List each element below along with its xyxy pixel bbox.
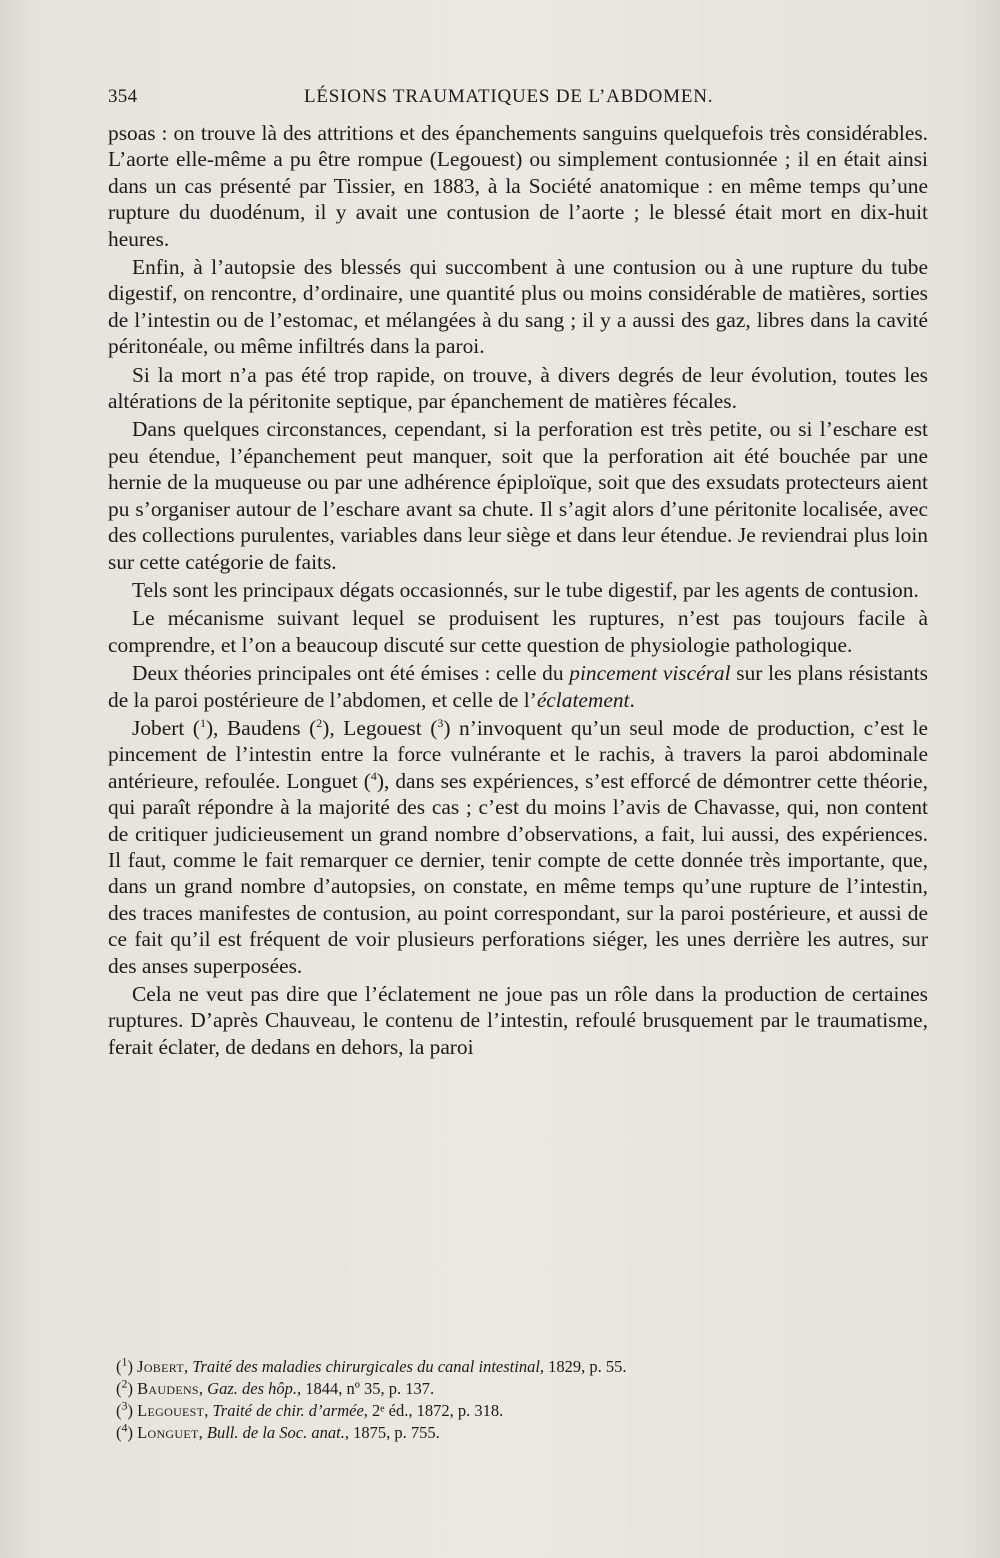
paragraph: [108, 416, 928, 574]
footnote-number: 1: [121, 1354, 128, 1369]
footnote: ($^1$) Jobert, Traité des maladies chirurgicales du canal intestinal, 1829, p. 55.: [116, 1354, 627, 1376]
footnote-ref: 3: [437, 715, 444, 730]
footnote-title: Traité des maladies chirurgicales du canal intestinal: [192, 1357, 540, 1376]
footnote-number: 4: [121, 1420, 128, 1435]
text-run: Tels sont les principaux dégats occasionnés, sur le tube digestif, par les agents de contusion.: [132, 577, 919, 602]
text-run: Enfin, à l’autopsie des blessés qui succombent à une contusion ou à une rupture du tube digestif, on rencontre, d’ordinaire, une quantité plus ou moins considérable de matières, sorties de l’intestin ou de l’estomac, et mélangées à du sang ; il y a aussi des gaz, libres dans la cavité péritonéale, ou même infiltrés dans la paroi.: [108, 255, 928, 359]
text-run: ), Legouest (: [322, 715, 438, 740]
footnote-number: 2: [121, 1376, 128, 1391]
italic-term: pincement viscéral: [569, 661, 731, 686]
body-text: [108, 120, 928, 1060]
footnote-ref: 4: [370, 768, 377, 783]
footnotes: [116, 1356, 876, 1444]
footnote-author: Baudens: [137, 1379, 199, 1398]
running-title: LÉSIONS TRAUMATIQUES DE L’ABDOMEN.: [304, 86, 714, 107]
footnote-number: 3: [121, 1398, 128, 1413]
text-run: psoas : on trouve là des attritions et des épanchements sanguins quelquefois très considérables. L’aorte elle-même a pu être rompue (Legouest) ou simplement contusionnée ; il en était ainsi dans un cas présenté par Tissier, en 1883, à la Société anatomique : en même temps qu’une rupture du duodénum, il y avait une contusion de l’aorte ; le blessé était mort en dix-huit heures.: [108, 121, 928, 251]
text-run: .: [629, 687, 635, 712]
footnote-title: Traité de chir. d’armée: [212, 1401, 364, 1420]
footnote: ($^4$) Longuet, Bull. de la Soc. anat., 1875, p. 755.: [116, 1420, 440, 1442]
footnote-title: Gaz. des hôp.: [207, 1379, 297, 1398]
footnote-author: Longuet: [137, 1423, 199, 1442]
footnote-details: , 2ᵉ éd., 1872, p. 318.: [363, 1401, 504, 1420]
footnote-author: Legouest: [137, 1401, 205, 1420]
paragraph: [108, 981, 928, 1060]
italic-term: éclatement: [536, 687, 630, 712]
paragraph: [108, 254, 928, 360]
paragraph: [108, 660, 928, 713]
footnote-title: Bull. de la Soc. anat.: [206, 1423, 345, 1442]
text-run: Deux théories principales ont été émises : celle du: [132, 661, 570, 686]
footnote: ($^3$) Legouest, Traité de chir. d’armée, 2ᵉ éd., 1872, p. 318.: [116, 1398, 504, 1420]
footnote: ($^2$) Baudens, Gaz. des hôp., 1844, nº 35, p. 137.: [116, 1376, 435, 1398]
paragraph: [108, 605, 928, 658]
running-head: [108, 86, 928, 116]
text-run: Si la mort n’a pas été trop rapide, on trouve, à divers degrés de leur évolution, toutes les altérations de la péritonite septique, par épanchement de matières fécales.: [108, 362, 928, 414]
text-run: Le mécanisme suivant lequel se produisent les ruptures, n’est pas toujours facile à comprendre, et l’on a beaucoup discuté sur cette question de physiologie pathologique.: [108, 606, 928, 657]
footnote-details: , 1844, nº 35, p. 137.: [297, 1379, 435, 1398]
paragraph: [108, 120, 928, 252]
footnote-details: , 1829, p. 55.: [539, 1357, 627, 1376]
paragraph: [108, 362, 928, 415]
text-run: ), dans ses expériences, s’est efforcé de démontrer cette théorie, qui paraît répondre à la majorité des cas ; c’est du moins l’avis de Chavasse, qui, non content de critiquer judicieusement un grand nombre d’observations, a fait, lui aussi, des expériences. Il faut, comme le fait remarquer ce dernier, tenir compte de cette donnée très importante, que, dans un grand nombre d’autopsies, on constate, en même temps qu’une rupture de l’intestin, des traces manifestes de contusion, au point correspondant, sur la paroi postérieure, et aussi de ce fait qu’il est fréquent de voir plusieurs perforations siéger, les unes derrière les autres, sur des anses superposées.: [108, 768, 928, 978]
footnote-ref: 1: [199, 715, 206, 730]
footnote-details: , 1875, p. 755.: [344, 1423, 440, 1442]
text-run: Jobert (: [132, 715, 200, 740]
text-run: ), Baudens (: [205, 715, 317, 740]
footnote-ref: 2: [316, 715, 323, 730]
footnote-author: Jobert: [137, 1357, 184, 1376]
paragraph: [108, 577, 928, 603]
text-run: Cela ne veut pas dire que l’éclatement ne joue pas un rôle dans la production de certaines ruptures. D’après Chauveau, le contenu de l’intestin, refoulé brusquement par le traumatisme, ferait éclater, de dedans en dehors, la paroi: [108, 982, 928, 1059]
text-run: ) n’invoquent qu’un seul mode de production, c’est le pincement de l’intestin entre la force vulnérante et le rachis, à travers la paroi abdominale antérieure, refoulée. Longuet (: [108, 715, 928, 793]
text-run: Dans quelques circonstances, cependant, si la perforation est très petite, ou si l’eschare est peu étendue, l’épanchement peut manquer, soit que la perforation ait été bouchée par une hernie de la muqueuse ou par une adhérence épiploïque, soit que des exsudats protecteurs aient pu s’organiser autour de l’eschare avant sa chute. Il s’agit alors d’une péritonite localisée, avec des collections purulentes, variables dans leur siège et dans leur étendue. Je reviendrai plus loin sur cette catégorie de faits.: [108, 417, 928, 574]
paragraph: [108, 715, 928, 979]
text-run: sur les plans résistants de la paroi postérieure de l’abdomen, et celle de l’: [108, 661, 928, 712]
page-number: 354: [108, 86, 138, 107]
